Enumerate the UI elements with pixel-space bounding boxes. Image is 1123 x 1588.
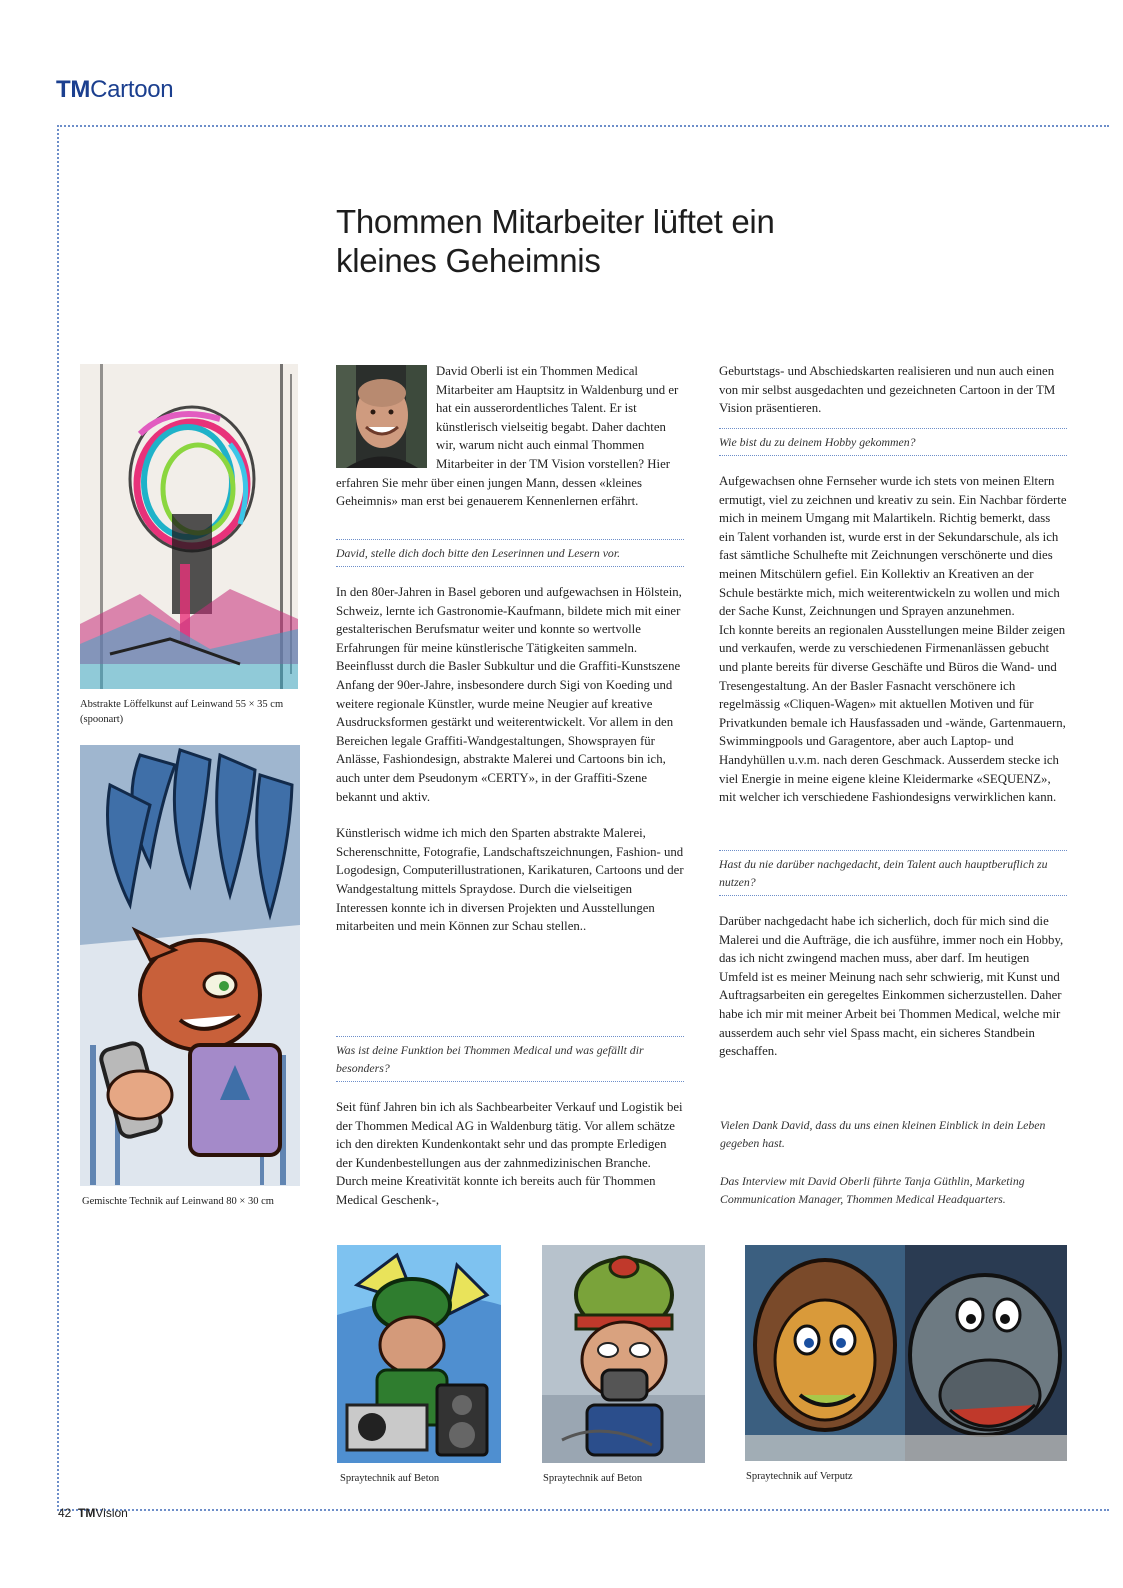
caption-beton-2: Spraytechnik auf Beton [543,1473,643,1484]
title-line-2: kleines Geheimnis [336,242,601,279]
caption-spoonart: Abstrakte Löffelkunst auf Leinwand 55 × 35 cm (spoonart) [80,699,284,725]
section-brand: TM [56,76,91,103]
caption-verputz: Spraytechnik auf Verputz [746,1471,853,1482]
magazine-brand: TM [78,1506,96,1520]
page-footer [58,1506,128,1520]
answer-2: Seit fünf Jahren bin ich als Sachbearbeiter Verkauf und Logistik bei der Thommen Medical AG in Waldenburg tätig. Vor allem schätze ich den direkten Kundenkontakt sehr und das prompte Erledigen der Kundenbestellungen aus der zahnmedizinischen Branche. Durch meine Kreativität konnte ich bereits auch für Thommen Medical Geschenk-, [336,1100,683,1207]
intro-float-spacer [336,362,436,470]
section-label [56,76,173,104]
answer-3 [719,472,1067,825]
graffiti-lion-hippo-image [745,1245,1067,1461]
answer-3-paragraph-1: Aufgewachsen ohne Fernseher wurde ich stets von meinen Eltern ermutigt, viel zu zeichnen und kreativ zu sein. Ein Nachbar förderte mich in meinem Umgang mit Malartikeln. Richtig bemerkt, dass ein Talent vorhanden ist, wurde erst in der Sekundarschule, als ich fast sämtliche Schulhefte mit Zeichnungen verschönerte und dies meinen Mitschülern gefiel. Ein Kollektiv an Kreativen an der Schule bestärkte mich, mich weiterentwickeln zu wollen und mich der Sache Kunst, Zeichnungen und Sprayen anzunehmen. [719,474,1067,619]
answer-4: Darüber nachgedacht habe ich sicherlich, doch für mich sind die Malerei und die Aufträge, die ich ausführe, immer noch ein Hobby, das ich nicht zwingend machen muss, aber darf. Im heutigen Umfeld ist es meiner Meinung nach sehr schwierig, mit Kunst und Auftragsarbeiten ein geregeltes Einkommen sicherzustellen. Daher habe ich mir mit meiner Arbeit bei Thommen Medical, welche mir ausserdem auch sehr viel Spass macht, ein sicheres Standbein geschaffen. [719,914,1064,1059]
question-3: Wie bist du zu deinem Hobby gekommen? [719,428,1067,456]
caption-beton-1: Spraytechnik auf Beton [340,1473,440,1484]
question-1: David, stelle dich doch bitte den Leserinnen und Lesern vor. [336,539,684,567]
caption-mixed-technique: Gemischte Technik auf Leinwand 80 × 30 cm [82,1196,274,1207]
question-4: Hast du nie darüber nachgedacht, dein Talent auch hauptberuflich zu nutzen? [719,850,1067,896]
answer-1 [336,583,684,954]
spoonart-artwork-image [80,364,298,689]
intro-paragraph [336,362,684,511]
answer-1-paragraph-2: Künstlerisch widme ich mich den Sparten abstrakte Malerei, Scherenschnitte, Fotografie, Landschaftszeichnungen, Fashion- und Logodesign, Computerillustrationen, Karikaturen, Cartoons und der Wandgestaltung mittels Spraydose. Durch die vielseitigen Interessen konnte ich in diversen Projekten und Ausstellungen mitarbeiten und mein Können zur Schau stellen.. [336,826,684,934]
graffiti-beanie-image [542,1245,705,1463]
graffiti-dj-image [337,1245,501,1463]
intro-text: David Oberli ist ein Thommen Medical Mitarbeiter am Hauptsitz in Waldenburg und er hat ein ausserordentliches Talent. Er ist künstlerisch vielseitig begabt. Daher dachten wir, warum nicht auch einmal Thommen Mitarbeiter in der TM Vision vorstellen? Hier erfahren Sie mehr über einen jungen Mann, dessen «kleines Geheimnis» man erst bei genauerem Kennenlernen erfährt. [336,364,679,509]
answer-3-paragraph-2: Ich konnte bereits an regionalen Ausstellungen meine Bilder zeigen und verkaufen, werde zu verschiedenen Firmenanlässen gebucht und plante bereits für diverse Geschäfte und Büros die Wand- und Tresengestaltung. An der Basler Fasnacht verschönere ich regelmässig «Cliquen-Wagen» mit aktuellen Motiven und für Privatkunden bemale ich Hausfassaden und -wände, Gartenmauern, Swimmingpools und Garagentore, aber auch Laptop- und Handyhüllen u.v.m. nach deren Geschmack. Ausserdem stecke ich viel Energie in meine eigene kleine Kleidermarke «SEQUENZ», mit welcher ich verschiedene Fashiondesigns verwirklichen kann. [719,622,1066,805]
answer-2-continued: Geburtstags- und Abschiedskarten realisieren und nun auch einen von mir selbst ausgedachten und gezeichneten Cartoon in der TM Vision präsentieren. [719,364,1056,416]
page-number: 42 [58,1506,72,1520]
mixed-technique-artwork-image [80,745,300,1186]
closing-thanks: Vielen Dank David, dass du uns einen kleinen Einblick in dein Leben gegeben hast. [720,1118,1046,1150]
section-name: Cartoon [90,76,174,103]
closing-credit: Das Interview mit David Oberli führte Tanja Güthlin, Marketing Communication Manager, Thommen Medical Headquarters. [720,1174,1025,1206]
answer-1-paragraph-1: In den 80er-Jahren in Basel geboren und aufgewachsen in Hölstein, Schweiz, lernte ich Gastronomie-Kaufmann, bildete mich mit einer gestalterischen Berufsmatur weiter und konnte so wertvolle Erfahrungen für meine künstlerische Tätigkeiten sammeln. Beeinflusst durch die Basler Subkultur und die Graffiti-Kunstszene Anfang der 90er-Jahre, insbesondere durch Sigi von Koeding und weitere regionale Künstler, wurde meine Neugier auf kreative Ausdrucksformen gestärkt und weiterentwickelt. Vor allem in den Bereichen legale Graffiti-Wandgestaltungen, Showsprayen für Anlässe, Fashiondesign, abstrakte Malerei und Cartoons bin ich, auch unter dem Pseudonym «CERTY», in der Graffiti-Szene bekannt und aktiv. [336,585,682,804]
question-2: Was ist deine Funktion bei Thommen Medical und was gefällt dir besonders? [336,1036,684,1082]
title-line-1: Thommen Mitarbeiter lüftet ein [336,203,775,240]
magazine-name: Vision [95,1506,128,1520]
article-title [336,202,956,280]
